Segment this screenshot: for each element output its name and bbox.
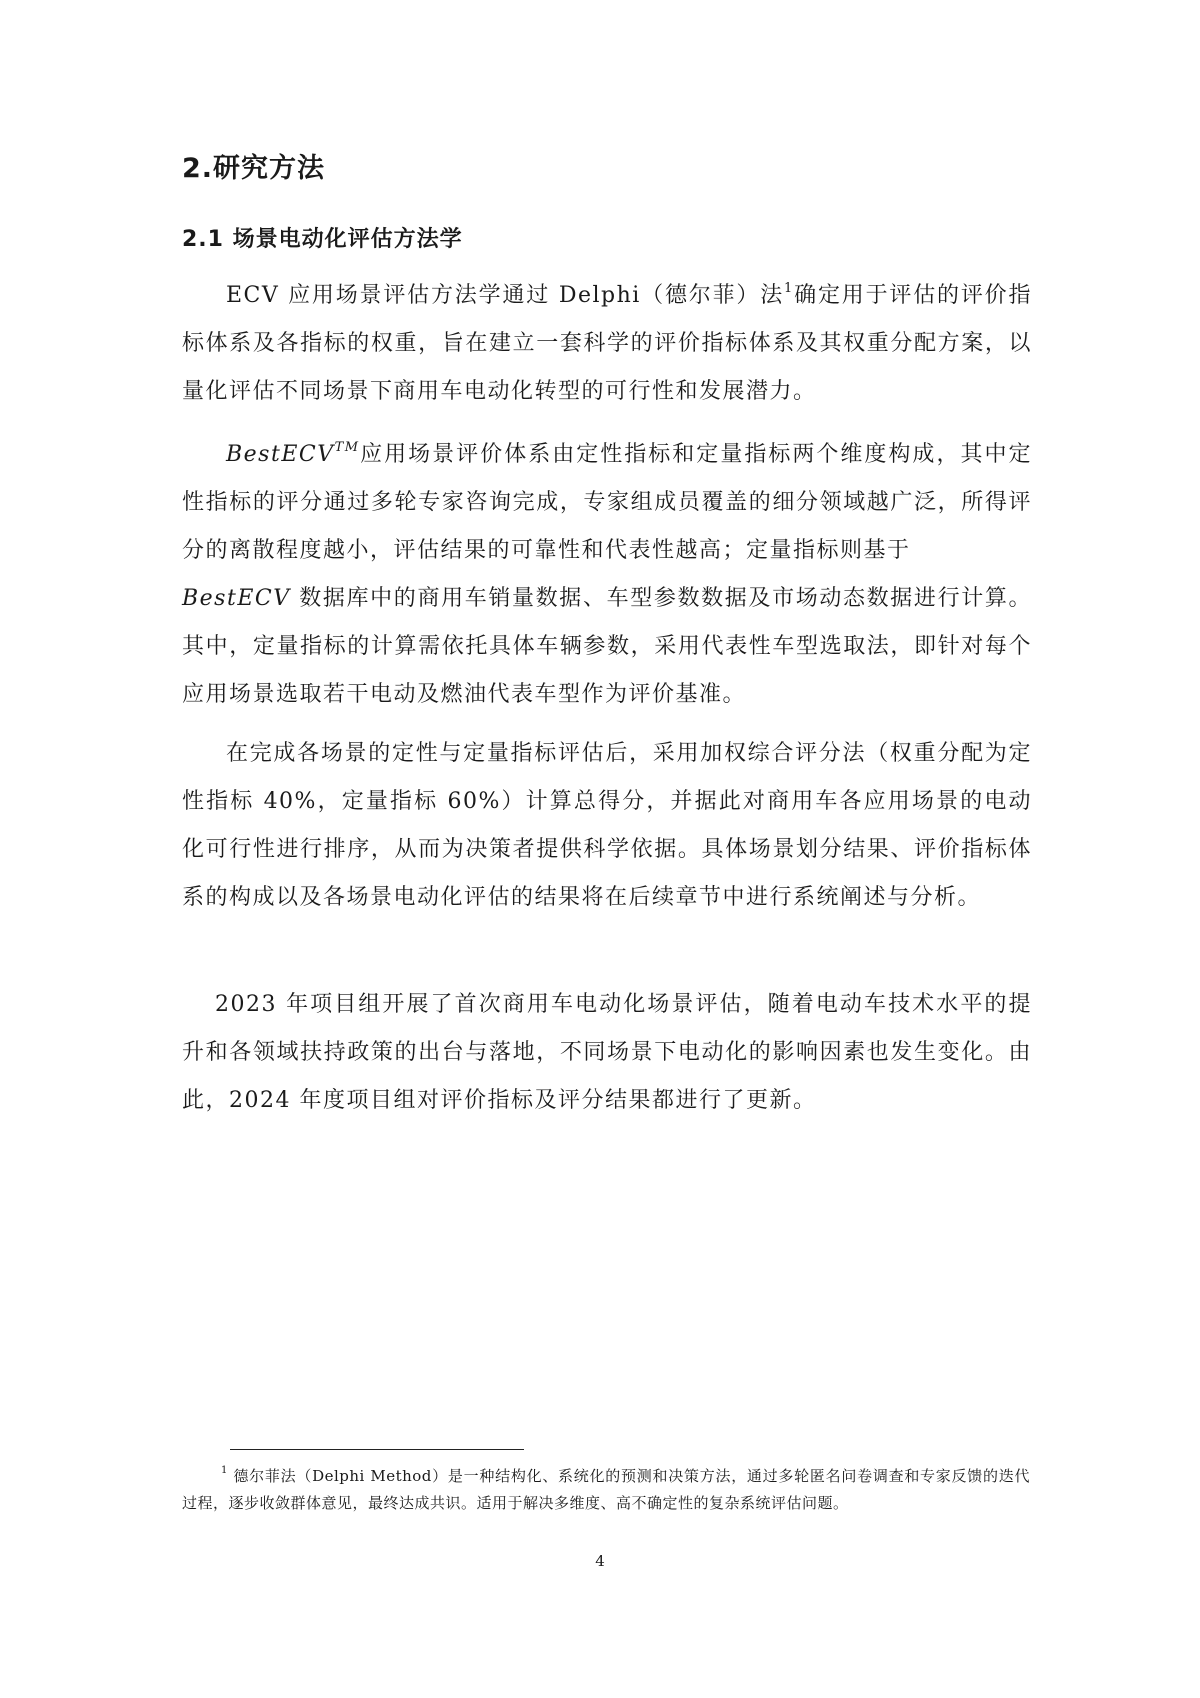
paragraph-3: 在完成各场景的定性与定量指标评估后，采用加权综合评分法（权重分配为定性指标 40%，定量指标 60%）计算总得分，并据此对商用车各应用场景的电动化可行性进行排序，从而为决策者提供科学依据。具体场景划分结果、评价指标体系的构成以及各场景电动化评估的结果将在后续章节中进行系统阐述与分析。	[182, 741, 1032, 910]
paragraph-4: 2023 年项目组开展了首次商用车电动化场景评估，随着电动车技术水平的提升和各领域扶持政策的出台与落地，不同场景下电动化的影响因素也发生变化。由此，2024 年度项目组对评价指标及评分结果都进行了更新。	[182, 992, 1032, 1113]
paragraph-1-text-a: ECV 应用场景评估方法学通过 Delphi（德尔菲）法	[226, 283, 785, 308]
footnote-reference: 1	[784, 280, 794, 296]
trademark-mark: TM	[334, 439, 360, 455]
section-heading: 2.研究方法	[182, 153, 326, 184]
paragraph-2-text-b: 数据库中的商用车销量数据、车型参数数据及市场动态数据进行计算。其中，定量指标的计算需依托具体车辆参数，采用代表性车型选取法，即针对每个应用场景选取若干电动及燃油代表车型作为评价基准。	[182, 586, 1032, 707]
footnote-separator	[230, 1449, 524, 1450]
paragraph-2	[182, 431, 1032, 719]
subsection-heading: 2.1 场景电动化评估方法学	[182, 227, 463, 252]
footnote-text: 德尔菲法（Delphi Method）是一种结构化、系统化的预测和决策方法，通过多轮匿名问卷调查和专家反馈的迭代过程，逐步收敛群体意见，最终达成共识。适用于解决多维度、高不确定性的复杂系统评估问题。	[182, 1467, 1030, 1512]
paragraph-2-text-a: 应用场景评价体系由定性指标和定量指标两个维度构成，其中定性指标的评分通过多轮专家咨询完成，专家组成员覆盖的细分领域越广泛，所得评分的离散程度越小，评估结果的可靠性和代表性越高；定量指标则基于	[182, 442, 1032, 563]
page-number: 4	[595, 1552, 605, 1570]
paragraph-1	[182, 272, 1032, 416]
footnote-mark: 1	[221, 1465, 228, 1476]
paragraph-1-text-b: 确定用于评估的评价指标体系及各指标的权重，旨在建立一套科学的评价指标体系及其权重分配方案，以量化评估不同场景下商用车电动化转型的可行性和发展潜力。	[182, 283, 1032, 404]
brand-name: BestECV	[226, 442, 335, 467]
footnote	[182, 1463, 1030, 1517]
brand-name-2: BestECV	[182, 586, 291, 611]
